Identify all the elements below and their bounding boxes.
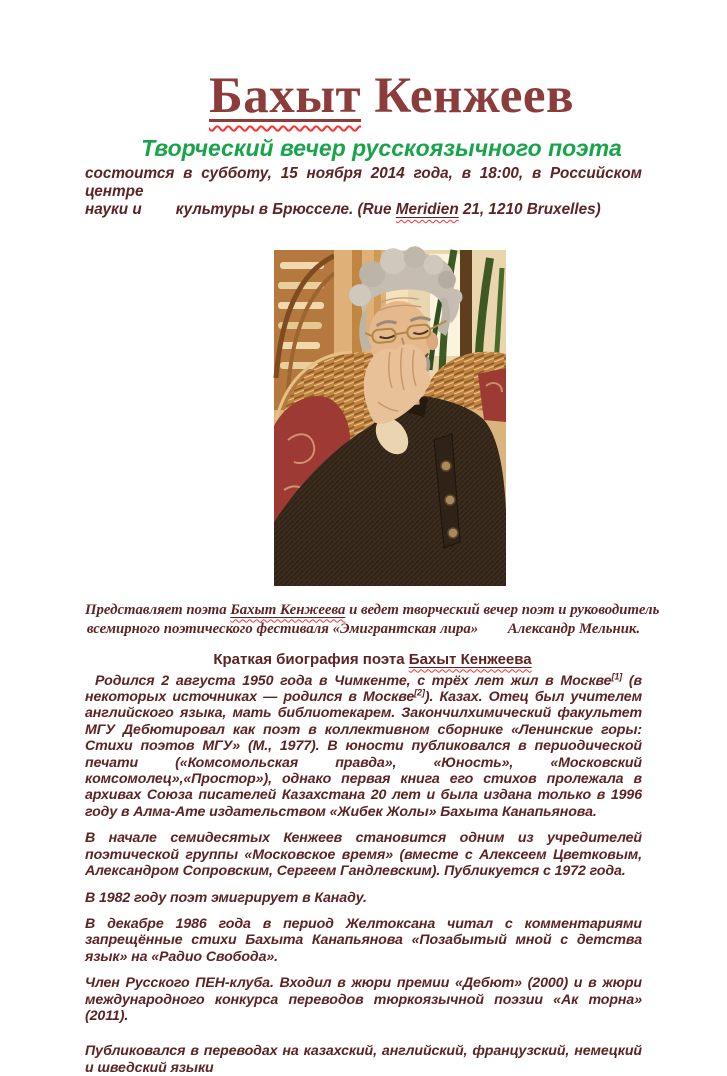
poet-photo bbox=[274, 250, 506, 586]
event-line2-text: науки и культуры в Брюсселе. (Rue bbox=[85, 201, 396, 219]
button bbox=[441, 461, 451, 471]
title-underline bbox=[209, 68, 361, 124]
event-line-1: состоится в субботу, 15 ноября 2014 года, в 18:00, в Российском центре bbox=[85, 164, 642, 200]
bio-paragraph-5: Член Русского ПЕН-клуба. Входил в жюри премии «Дебют» (2000) и в жюри международного конкурса переводов тюркоязычной поэзии «Ак торна» (2011). bbox=[85, 975, 642, 1024]
bio-heading bbox=[85, 651, 642, 668]
bio-paragraph-4: В декабре 1986 года в период Желтоксана читал с комментариями запрещённые стихи Бахыта Канапьянова «Позабытый мной с детства язык» на «Радио Свобода». bbox=[85, 915, 642, 965]
bio-heading-name-underline bbox=[409, 651, 532, 668]
presenter-line-1 bbox=[85, 601, 660, 621]
footnote-ref-1: [1] bbox=[611, 670, 623, 681]
presenter-text-b: и ведет творческий вечер поэт и руководитель bbox=[345, 601, 660, 618]
poet-name-underline bbox=[230, 602, 345, 618]
p1-text-c: ). Казах. Отец был учителем английского языка, мать библиотекарем. Закончилхимический факультет МГУ Дебютировал как поэт в коллективном сборнике «Ленинские горы: Стихи поэтов МГУ» (М., 1977). В юности публиковался в периодической печати («Комсомольская правда», «Юность», «Московский комсомолец»,«Простор»), однако первая книга его стихов пролежала в архивах Союза писателей Казахстана 20 лет и была издана только в 1996 году в Алма-Ате издательством «Жибек Жолы» Бахыта Канапьянова. bbox=[85, 689, 642, 820]
p1-text-a: Родился 2 августа 1950 года в Чимкенте, с трёх лет жил в Москве bbox=[95, 672, 612, 689]
title-last-name: Кенжеев bbox=[361, 68, 575, 124]
button bbox=[448, 528, 458, 538]
poet-name: Бахыт Кенжеева bbox=[230, 601, 346, 618]
presenter-note bbox=[85, 601, 660, 640]
p1-text-b: (в некоторых источниках — родился в Москве bbox=[85, 672, 643, 706]
bio-heading-name: Бахыт Кенжеева bbox=[408, 650, 532, 668]
title-first-name: Бахыт bbox=[208, 68, 362, 124]
bio-paragraph-3: В 1982 году поэт эмигрирует в Канаду. bbox=[85, 889, 367, 906]
button bbox=[445, 495, 455, 505]
bio-paragraph-6: Публиковался в переводах на казахский, английский, французский, немецкий и шведский языки bbox=[85, 1043, 642, 1076]
page-title bbox=[85, 68, 642, 125]
presenter-text-a: Представляет поэта bbox=[85, 601, 231, 618]
event-line2-tail: 21, 1210 Bruxelles) bbox=[458, 201, 601, 219]
bio-paragraph-2: В начале семидесятых Кенжеев становится одним из учредителей поэтической группы «Московское время» (вместе с Алексеем Цветковым, Александром Сопровским, Сергеем Гандлевским). Публикуется с 1972 года. bbox=[85, 830, 642, 880]
street-underline bbox=[396, 201, 459, 218]
bio-heading-text: Краткая биография поэта bbox=[213, 650, 409, 668]
street-name: Meridien bbox=[395, 201, 459, 219]
bio-paragraph-1 bbox=[85, 670, 643, 821]
presenter-line-2: всемирного поэтического фестиваля «Эмигрантская лира» Александр Мельник. bbox=[86, 621, 641, 638]
event-line-2 bbox=[85, 201, 642, 219]
event-details bbox=[85, 165, 642, 220]
flyer-content bbox=[85, 0, 660, 1076]
poet-photo-illustration bbox=[274, 250, 506, 586]
footnote-ref-2: [2] bbox=[414, 687, 425, 698]
subtitle: Творческий вечер русскоязычного поэта bbox=[141, 135, 622, 162]
